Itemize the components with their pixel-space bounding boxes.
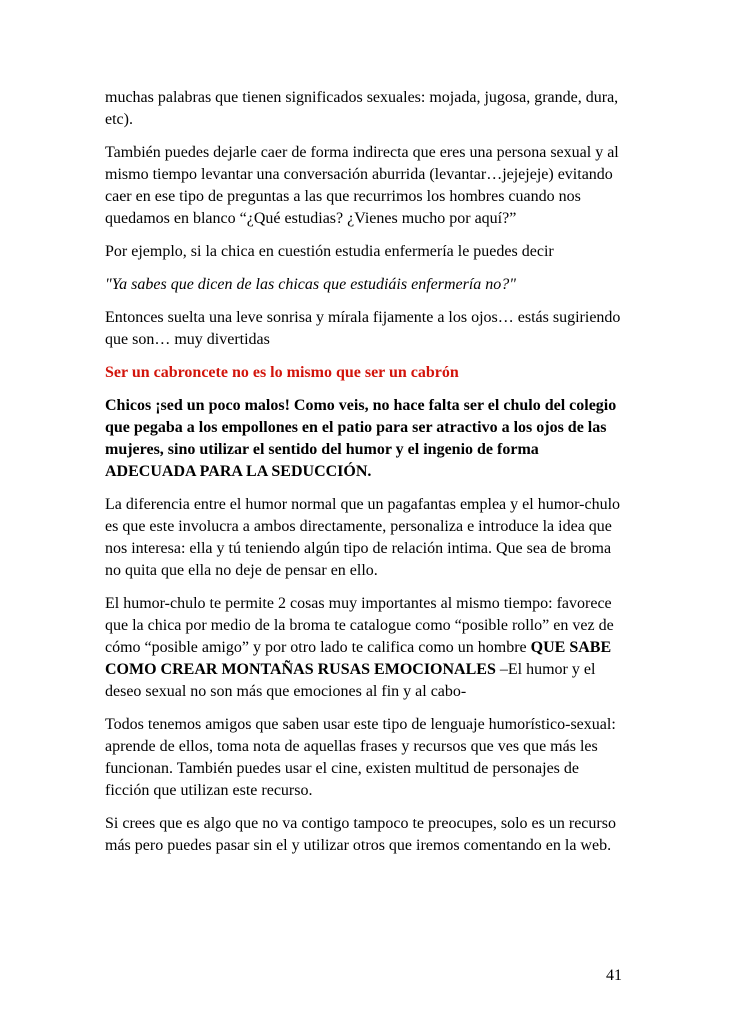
paragraph-2: También puedes dejarle caer de forma indirecta que eres una persona sexual y al mismo tiempo levantar una conversación aburrida (levantar…jejejeje) evitando caer en ese tipo de preguntas a las que recurrimos los hombres cuando nos quedamos en blanco “¿Qué estudias? ¿Vienes mucho por aquí?”	[105, 144, 619, 227]
paragraph-8-bold: QUE SABE COMO CREAR MONTAÑAS RUSAS EMOCIONALES	[105, 639, 612, 678]
page-content	[105, 87, 627, 868]
page-number: 41	[606, 967, 622, 984]
paragraph-8-end: –El humor y el deseo sexual no son más que emociones al fin y al cabo-	[105, 661, 596, 700]
section-heading: Ser un cabroncete no es lo mismo que ser un cabrón	[105, 364, 459, 381]
paragraph-8	[105, 593, 627, 703]
paragraph-6: Chicos ¡sed un poco malos! Como veis, no hace falta ser el chulo del colegio que pegaba a los empollones en el patio para ser atractivo a los ojos de las mujeres, sino utilizar el sentido del humor y el ingenio de forma ADECUADA PARA LA SEDUCCIÓN.	[105, 397, 617, 480]
paragraph-5: Entonces suelta una leve sonrisa y mírala fijamente a los ojos… estás sugiriendo que son… muy divertidas	[105, 309, 621, 348]
paragraph-7: La diferencia entre el humor normal que un pagafantas emplea y el humor-chulo es que este involucra a ambos directamente, personaliza e introduce la idea que nos interesa: ella y tú teniendo algún tipo de relación intima. Que sea de broma no quita que ella no deje de pensar en ello.	[105, 496, 621, 579]
paragraph-9: Todos tenemos amigos que saben usar este tipo de lenguaje humorístico-sexual: aprende de ellos, toma nota de aquellas frases y recursos que ves que más les funcionan. También puedes usar el cine, existen multitud de personajes de ficción que utilizan este recurso.	[105, 716, 616, 799]
paragraph-10: Si crees que es algo que no va contigo tampoco te preocupes, solo es un recurso más pero puedes pasar sin el y utilizar otros que iremos comentando en la web.	[105, 815, 616, 854]
paragraph-1: muchas palabras que tienen significados sexuales: mojada, jugosa, grande, dura, etc).	[105, 89, 619, 128]
paragraph-8-start: El humor-chulo te permite 2 cosas muy importantes al mismo tiempo: favorece que la chica por medio de la broma te catalogue como “posible rollo” en vez de cómo “posible amigo” y por otro lado te califica como un hombre	[105, 595, 614, 656]
paragraph-3: Por ejemplo, si la chica en cuestión estudia enfermería le puedes decir	[105, 243, 554, 260]
example-quote: "Ya sabes que dicen de las chicas que estudiáis enfermería no?"	[105, 276, 517, 293]
